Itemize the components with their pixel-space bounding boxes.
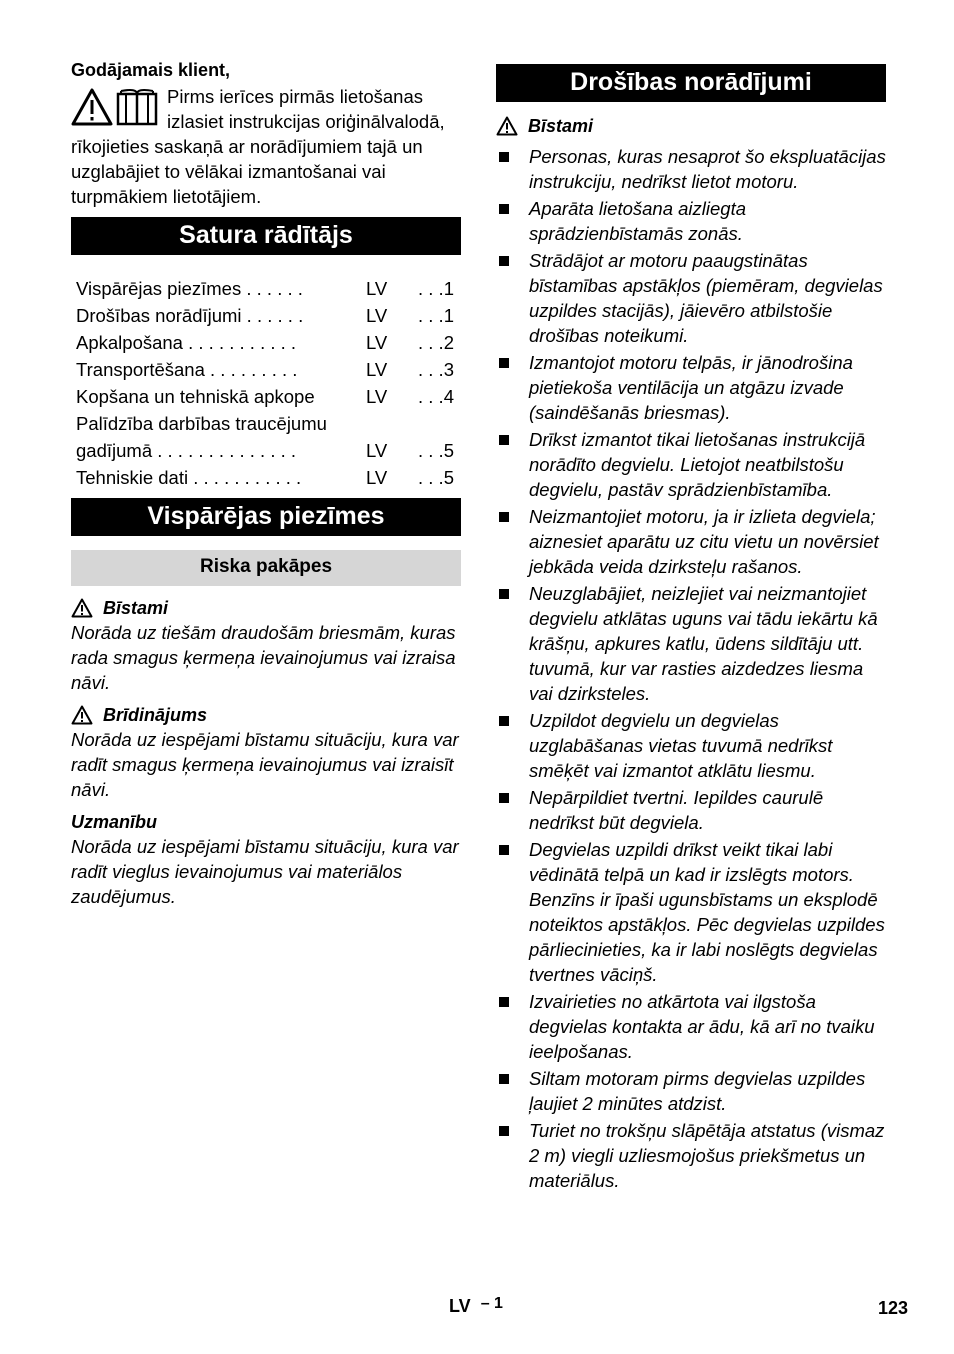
- bullet-square-icon: [499, 358, 509, 368]
- manual-book-icon: [118, 90, 156, 124]
- warning-triangle-icon: [496, 116, 518, 136]
- bullet-square-icon: [499, 845, 509, 855]
- toc-row[interactable]: [71, 275, 461, 302]
- warning-triangle-icon: [73, 90, 111, 124]
- bullet-square-icon: [499, 716, 509, 726]
- toc-entry-page: . . .2: [418, 332, 454, 353]
- footer-section-page: – 1: [480, 1295, 503, 1312]
- toc-entry-dots: . . . . . .: [241, 278, 303, 299]
- toc-entry-title: Palīdzība darbības traucējumu gadījumā: [76, 413, 327, 461]
- right-column: [496, 64, 886, 1195]
- risk-level-text: Norāda uz iespējami bīstamu situāciju, kura var radīt vieglus ievainojumus vai materiālos zaudējumus.: [71, 836, 459, 907]
- list-item: Izvairieties no atkārtota vai ilgstoša degvielas kontakta ar ādu, kā arī no tvaiku ieelpošanas.: [496, 989, 886, 1064]
- bullet-square-icon: [499, 152, 509, 162]
- general-heading: Vispārējas piezīmes: [71, 498, 461, 536]
- list-item: Uzpildot degvielu un degvielas uzglabāšanas vietas tuvumā nedrīkst smēķēt vai izmantot atklātu liesmu.: [496, 708, 886, 783]
- toc-entry-dots: . . . . . . . . . . .: [188, 467, 302, 488]
- toc-entry-title: Kopšana un tehniskā apkope: [76, 386, 315, 407]
- safety-list: [496, 144, 886, 1193]
- bullet-square-icon: [499, 589, 509, 599]
- toc-entry-title: Vispārējas piezīmes: [76, 278, 242, 299]
- risk-level-warning: [71, 703, 461, 802]
- risk-level-label: Uzmanību: [71, 812, 158, 832]
- risk-level-text: Norāda uz iespējami bīstamu situāciju, kura var radīt smagus ķermeņa ievainojumus vai izraisīt nāvi.: [71, 729, 459, 800]
- toc-entry-page: . . .4: [418, 386, 454, 407]
- toc-entry-page: . . .1: [418, 278, 454, 299]
- greeting: Godājamais klient,: [71, 60, 231, 80]
- bullet-square-icon: [499, 997, 509, 1007]
- bullet-square-icon: [499, 435, 509, 445]
- toc-entry-page: . . .5: [418, 467, 454, 488]
- list-item: Nepārpildiet tvertni. Iepildes caurulē nedrīkst būt degviela.: [496, 785, 886, 835]
- toc-entry-lang: LV: [366, 440, 388, 461]
- list-item: Neizmantojiet motoru, ja ir izlieta degviela; aiznesiet aparātu uz citu vietu un novērsiet jebkāda veida dzirksteļu rašanos.: [496, 504, 886, 579]
- list-item: Siltam motoram pirms degvielas uzpildes ļaujiet 2 minūtes atdzist.: [496, 1066, 886, 1116]
- safety-danger-label: Bīstami: [528, 116, 594, 136]
- left-column: [71, 58, 461, 909]
- toc-entry-dots: . . . . . . . . . . . . . .: [152, 440, 297, 461]
- toc-entry-dots: . . . . . . . . . . .: [182, 332, 297, 353]
- bullet-square-icon: [499, 204, 509, 214]
- risk-level-caution: [71, 810, 461, 909]
- toc-entry-title: Tehniskie dati: [76, 467, 189, 488]
- bullet-square-icon: [499, 1126, 509, 1136]
- toc-entry-page: . . .1: [418, 305, 454, 326]
- table-of-contents: [71, 275, 461, 491]
- list-item: Degvielas uzpildi drīkst veikt tikai labi vēdinātā telpā un kad ir izslēgts motors. Benzīns ir īpaši ugunsbīstams un eksplodē noteiktos apstākļos. Pēc degvielas uzpildes pārliecinieties, ka ir labi noslēgts degvielas tvertnes vāciņš.: [496, 837, 886, 987]
- toc-entry-lang: LV: [366, 332, 388, 353]
- toc-entry-title: Drošības norādījumi: [76, 305, 242, 326]
- toc-row[interactable]: [71, 329, 461, 356]
- list-item: Strādājot ar motoru paaugstinātas bīstamības apstākļos (piemēram, degvielas uzpildes stacijās), jāievēro atbilstošie drošības noteikumi.: [496, 248, 886, 348]
- toc-entry-title: Apkalpošana: [76, 332, 183, 353]
- toc-row[interactable]: [71, 410, 461, 464]
- toc-entry-lang: LV: [366, 467, 388, 488]
- page-number: 123: [878, 1298, 909, 1318]
- toc-heading: Satura rādītājs: [71, 217, 461, 255]
- intro-block: [71, 84, 461, 209]
- safety-heading: Drošības norādījumi: [496, 64, 886, 102]
- list-item: Personas, kuras nesaprot šo ekspluatācijas instrukciju, nedrīkst lietot motoru.: [496, 144, 886, 194]
- warning-triangle-icon: [71, 705, 93, 725]
- risk-level-text: Norāda uz tiešām draudošām briesmām, kuras rada smagus ķermeņa ievainojumus vai izraisa nāvi.: [71, 622, 456, 693]
- toc-entry-lang: LV: [366, 359, 388, 380]
- list-item: Turiet no trokšņu slāpētāja atstatus (vismaz 2 m) viegli uzliesmojošus priekšmetus un materiālus.: [496, 1118, 886, 1193]
- toc-row[interactable]: [71, 464, 461, 491]
- bullet-square-icon: [499, 256, 509, 266]
- toc-entry-lang: LV: [366, 278, 388, 299]
- intro-text: Pirms ierīces pirmās lietošanas izlasiet instrukcijas oriģinālvalodā, rīkojieties saskaņā ar norādījumiem tajā un uzglabājiet to vēlākai izmantošanai vai turpmākiem lietotājiem.: [71, 86, 445, 207]
- toc-entry-title: Transportēšana: [76, 359, 205, 380]
- risk-level-label: Brīdinājums: [103, 705, 208, 725]
- intro-icons: [71, 88, 161, 128]
- list-item: Aparāta lietošana aizliegta sprādzienbīstamās zonās.: [496, 196, 886, 246]
- toc-entry-lang: LV: [366, 305, 388, 326]
- toc-entry-lang: LV: [366, 386, 388, 407]
- bullet-square-icon: [499, 512, 509, 522]
- list-item: Izmantojot motoru telpās, ir jānodrošina pietiekoša ventilācija un atgāzu izvade (saindēšanās briesmas).: [496, 350, 886, 425]
- bullet-square-icon: [499, 1074, 509, 1084]
- footer-lang: LV – 1: [449, 1295, 503, 1316]
- risk-levels-subheading: Riska pakāpes: [71, 550, 461, 586]
- list-item: Neuzglabājiet, neizlejiet vai neizmantojiet degvielu atklātas uguns vai tādu iekārtu kā krāšņu, apkures katlu, ūdens sildītāju utt. tuvumā, kur var rasties aizdedzes liesma vai dzirksteles.: [496, 581, 886, 706]
- risk-level-label: Bīstami: [103, 598, 169, 618]
- toc-row[interactable]: [71, 302, 461, 329]
- toc-entry-page: . . .5: [418, 440, 454, 461]
- warning-triangle-icon: [71, 598, 93, 618]
- toc-row[interactable]: [71, 356, 461, 383]
- list-item: Drīkst izmantot tikai lietošanas instrukcijā norādīto degvielu. Lietojot neatbilstošu degvielu, pastāv sprādzienbīstamība.: [496, 427, 886, 502]
- risk-level-danger: [71, 596, 461, 695]
- toc-entry-dots: . . . . . .: [241, 305, 304, 326]
- bullet-square-icon: [499, 793, 509, 803]
- toc-entry-dots: . . . . . . . . .: [204, 359, 298, 380]
- toc-entry-page: . . .3: [418, 359, 454, 380]
- toc-row[interactable]: [71, 383, 461, 410]
